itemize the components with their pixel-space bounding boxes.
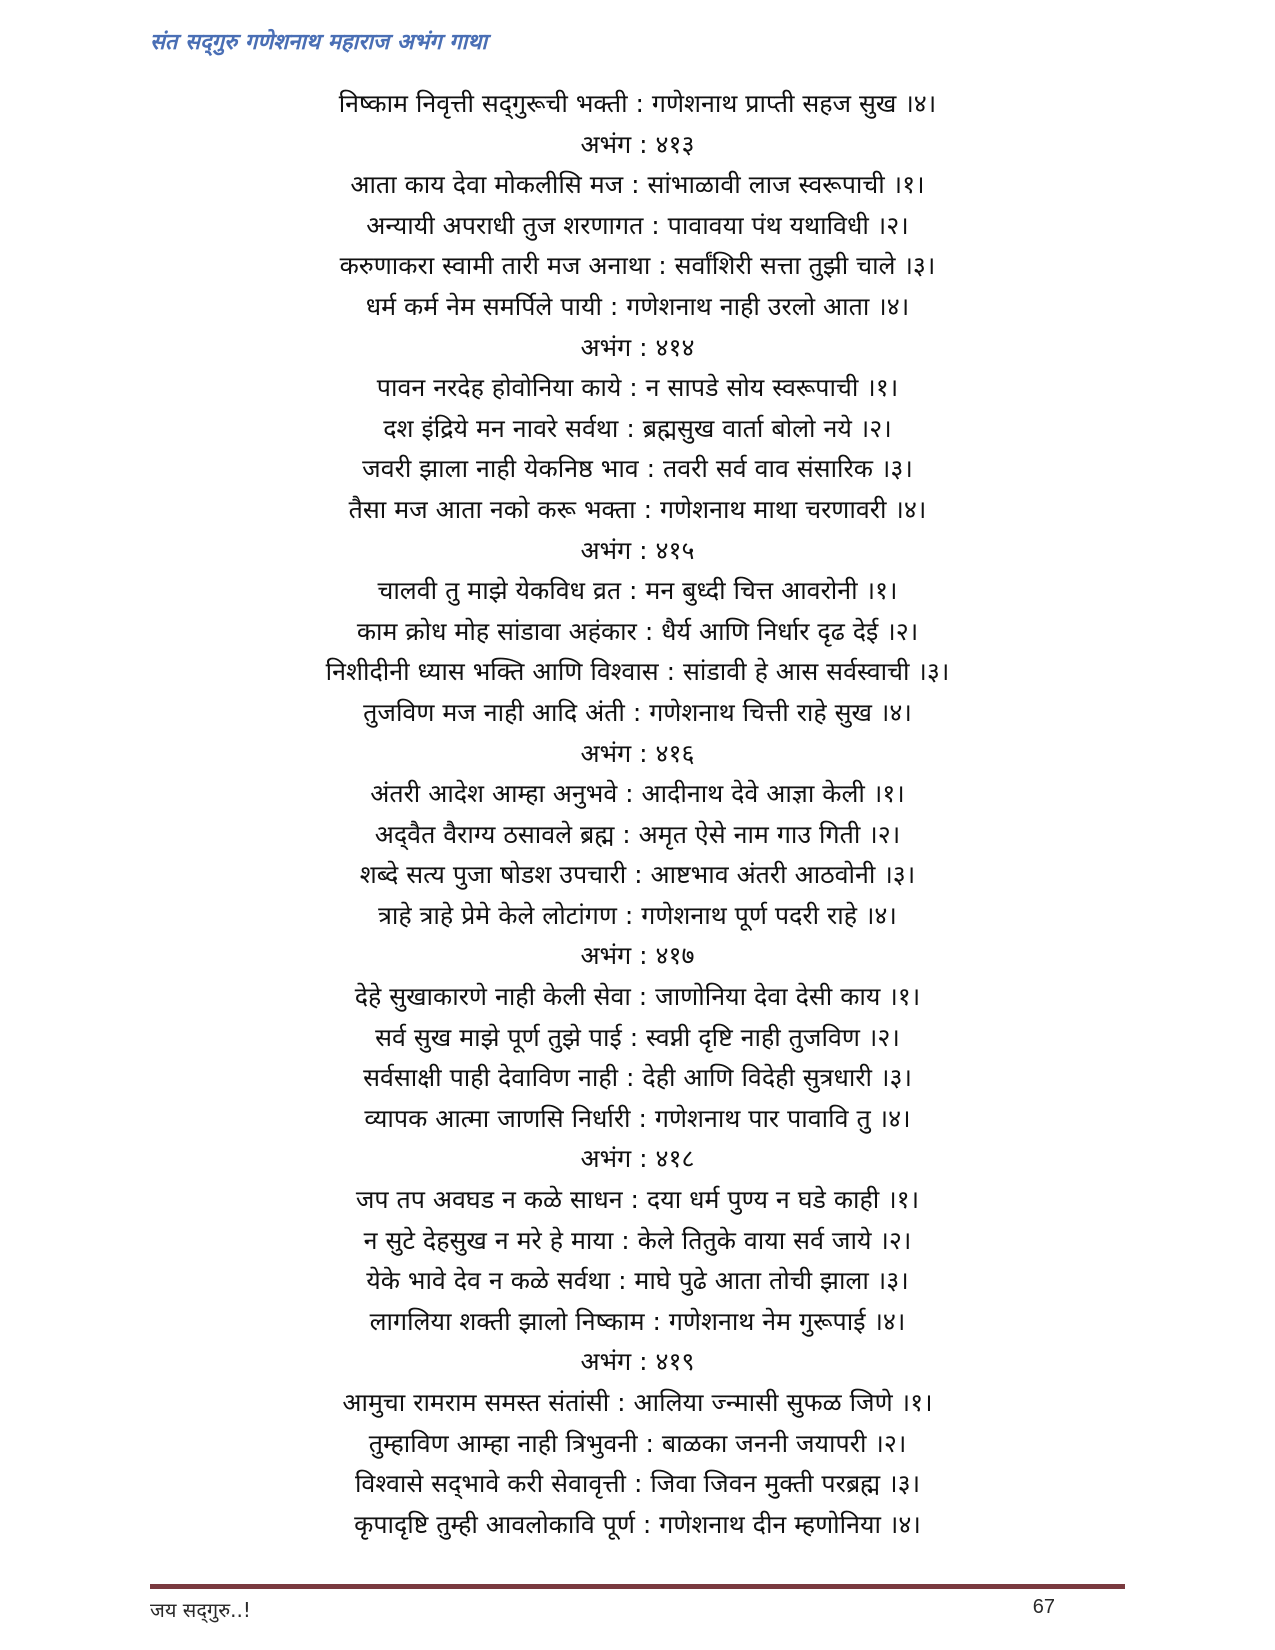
verse-line: सर्व सुख माझे पूर्ण तुझे पाई : स्वप्नी दृष्टि नाही तुजविण ।२।	[375, 1022, 900, 1052]
verse-line: कृपादृष्टि तुम्ही आवलोकावि पूर्ण : गणेशनाथ दीन म्हणोनिया ।४।	[354, 1509, 921, 1539]
verse-line: जवरी झाला नाही येकनिष्ठ भाव : तवरी सर्व वाव संसारिक ।३।	[362, 454, 913, 484]
footer-salutation: जय सद्‌गुरु..!	[150, 1598, 251, 1622]
verse-line: अन्यायी अपराधी तुज शरणागत : पावावया पंथ यथाविधी ।२।	[366, 210, 909, 240]
abhang-heading: अभंग : ४१५	[580, 535, 695, 565]
abhang-heading: अभंग : ४१९	[580, 1347, 695, 1377]
verse-line: निशीदीनी ध्यास भक्ति आणि विश्वास : सांडावी हे आस सर्वस्वाची ।३।	[325, 657, 950, 687]
verse-line: काम क्रोध मोह सांडावा अहंकार : धैर्य आणि निर्धार दृढ देई ।२।	[356, 616, 919, 646]
verse-line: सर्वसाक्षी पाही देवाविण नाही : देही आणि विदेही सुत्रधारी ।३।	[363, 1063, 912, 1093]
abhang-heading: अभंग : ४१८	[580, 1144, 695, 1174]
verse-line: अंतरी आदेश आम्हा अनुभवे : आदीनाथ देवे आज्ञा केली ।१।	[370, 779, 905, 809]
verse-line: तैसा मज आता नको करू भक्ता : गणेशनाथ माथा चरणावरी ।४।	[348, 494, 927, 524]
verse-line: न सुटे देहसुख न मरे हे माया : केले तितुके वाया सर्व जाये ।२।	[363, 1225, 912, 1255]
verse-line: तुम्हाविण आम्हा नाही त्रिभुवनी : बाळका जननी जयापरी ।२।	[368, 1428, 907, 1458]
abhang-heading: अभंग : ४१७	[580, 941, 695, 971]
abhang-heading: अभंग : ४१३	[580, 129, 695, 159]
verse-line: शब्दे सत्य पुजा षोडश उपचारी : आष्टभाव अंतरी आठवोनी ।३।	[359, 860, 916, 890]
abhang-heading: अभंग : ४१६	[580, 738, 695, 768]
verse-line: लागलिया शक्ती झालो निष्काम : गणेशनाथ नेम गुरूपाई ।४।	[369, 1306, 906, 1336]
verse-line: विश्वासे सद्‌भावे करी सेवावृत्ती : जिवा जिवन मुक्ती परब्रह्म ।३।	[354, 1469, 921, 1499]
verse-line: धर्म कर्म नेम समर्पिले पायी : गणेशनाथ नाही उरलो आता ।४।	[365, 291, 910, 321]
verse-line: अद्‌वैत वैराग्य ठसावले ब्रह्म : अमृत ऐसे नाम गाउ गिती ।२।	[374, 819, 901, 849]
verse-line: आता काय देवा मोकलीसि मज : सांभाळावी लाज स्वरूपाची ।१।	[350, 170, 925, 200]
verse-line: तुजविण मज नाही आदि अंती : गणेशनाथ चित्ती राहे सुख ।४।	[363, 697, 912, 727]
footer-divider	[150, 1584, 1125, 1589]
verse-line: चालवी तु माझे येकविध व्रत : मन बुध्दी चित्त आवरोनी ।१।	[377, 576, 898, 606]
verse-line: त्राहे त्राहे प्रेमे केले लोटांगण : गणेशनाथ पूर्ण पदरी राहे ।४।	[378, 900, 897, 930]
verse-line: पावन नरदेह होवोनिया काये : न सापडे सोय स्वरूपाची ।१।	[376, 373, 899, 403]
abhang-heading: अभंग : ४१४	[580, 332, 695, 362]
verse-line: निष्काम निवृत्ती सद्‌गुरूची भक्ती : गणेशनाथ प्राप्ती सहज सुख ।४।	[338, 89, 937, 118]
verse-line: येके भावे देव न कळे सर्वथा : माघे पुढे आता तोची झाला ।३।	[366, 1266, 909, 1296]
verse-line: दश इंद्रिये मन नावरे सर्वथा : ब्रह्मसुख वार्ता बोलो नये ।२।	[383, 413, 892, 443]
page-number: 67	[1032, 1596, 1055, 1618]
verse-line: आमुचा रामराम समस्त संतांसी : आलिया ज्न्मासी सुफळ जिणे ।१।	[342, 1388, 933, 1417]
verse-line: व्यापक आत्मा जाणसि निर्धारी : गणेशनाथ पार पावावि तु ।४।	[364, 1103, 911, 1133]
verse-line: देहे सुखाकारणे नाही केली सेवा : जाणोनिया देवा देसी काय ।१।	[354, 982, 921, 1012]
running-header: संत सद्‌गुरु गणेशनाथ महाराज अभंग गाथा	[150, 30, 488, 55]
verse-line: जप तप अवघड न कळे साधन : दया धर्म पुण्य न घडे काही ।१।	[355, 1185, 920, 1215]
verse-line: करुणाकरा स्वामी तारी मज अनाथा : सर्वांशिरी सत्ता तुझी चाले ।३।	[339, 251, 936, 281]
abhang-text-body	[150, 84, 1125, 1545]
